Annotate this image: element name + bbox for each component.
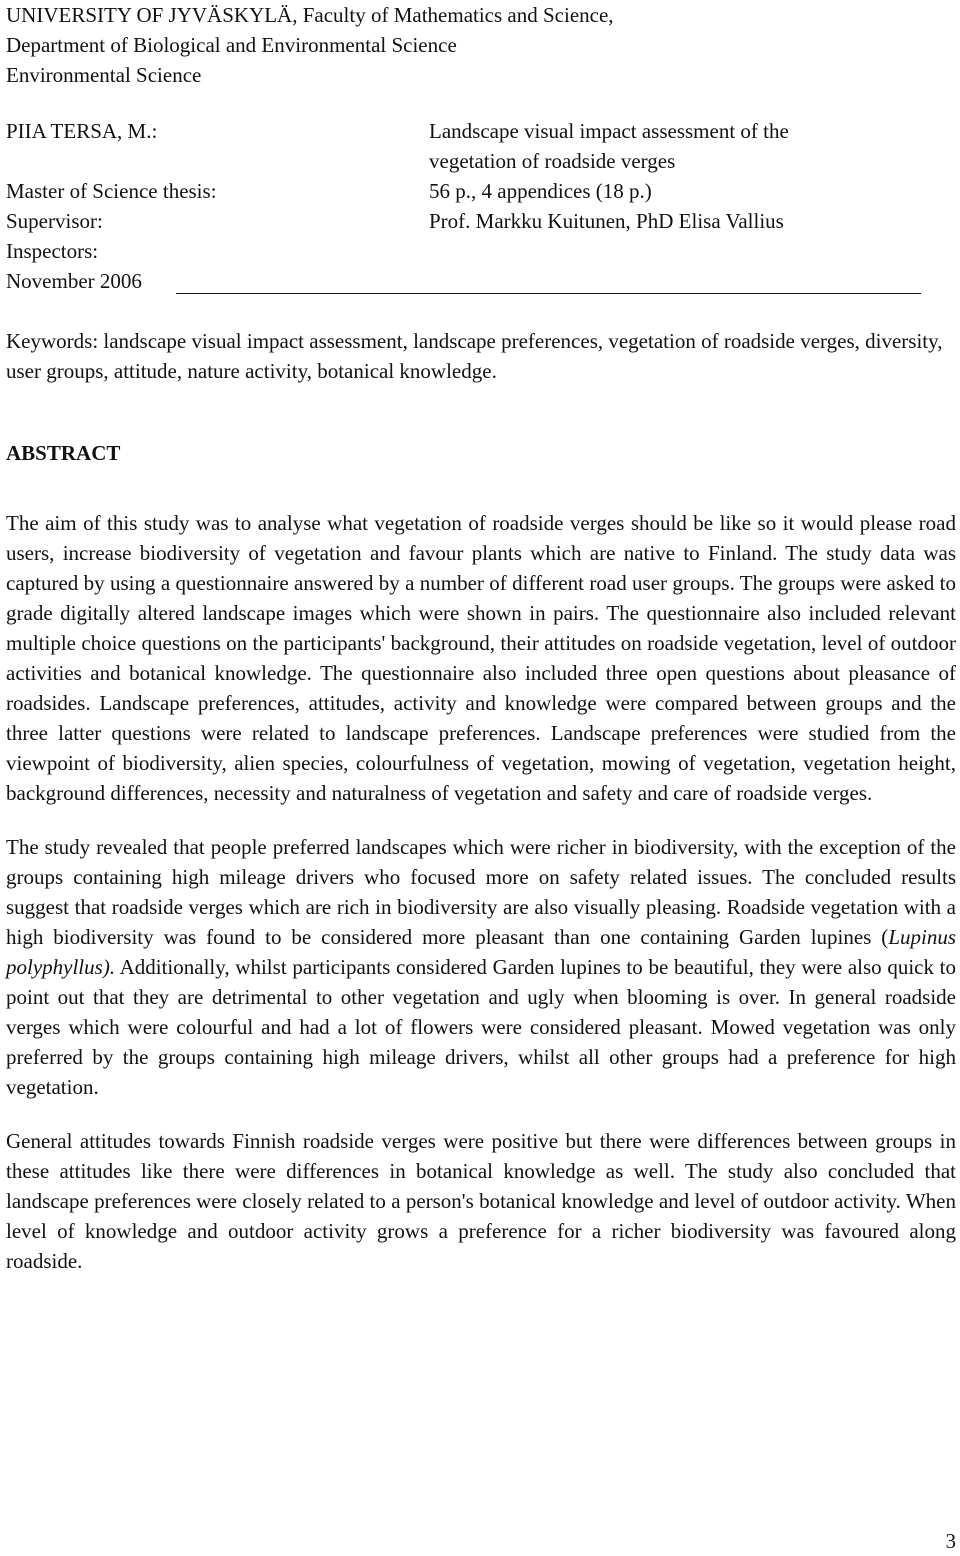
supervisor-label: Supervisor: — [6, 209, 103, 233]
thesis-title-line1: Landscape visual impact assessment of the — [429, 119, 789, 143]
supervisor-names: Prof. Markku Kuitunen, PhD Elisa Vallius — [429, 209, 784, 233]
thesis-date: November 2006 — [6, 269, 142, 293]
field-line: Environmental Science — [6, 63, 202, 87]
inspectors-label: Inspectors: — [6, 239, 99, 263]
keywords: Keywords: landscape visual impact assessment, landscape preferences, vegetation of roadside verges, diversity, user groups, attitude, nature activity, botanical knowledge. — [6, 329, 943, 383]
thesis-type-label: Master of Science thesis: — [6, 179, 217, 203]
abstract-body — [6, 508, 956, 1300]
abstract-paragraph-1: The aim of this study was to analyse what vegetation of roadside verges should be like so it would please road users, increase biodiversity of vegetation and favour plants which are native to Finland. The study data was captured by using a questionnaire answered by a number of different road user groups. The groups were asked to grade digitally altered landscape images which were shown in pairs. The questionnaire also included relevant multiple choice questions on the participants' background, their attitudes on roadside vegetation, level of outdoor activities and botanical knowledge. The questionnaire also included three open questions about pleasance of roadsides. Landscape preferences, attitudes, activity and knowledge were compared between groups and the three latter questions were related to landscape preferences. Landscape preferences were studied from the viewpoint of biodiversity, alien species, colourfulness of vegetation, mowing of vegetation, vegetation height, background differences, necessity and naturalness of vegetation and safety and care of roadside verges. — [6, 511, 956, 805]
department-line: Department of Biological and Environmental Science — [6, 33, 457, 57]
university-line: UNIVERSITY OF JYVÄSKYLÄ, Faculty of Mathematics and Science, — [6, 3, 614, 27]
abstract-paragraph-2 — [6, 832, 956, 1102]
abstract-paragraph-2-end: Additionally, whilst participants considered Garden lupines to be beautiful, they were also quick to point out that they are detrimental to other vegetation and ugly when blooming is over. In general roadside verges which were colourful and had a lot of flowers were considered pleasant. Mowed vegetation was only preferred by the groups containing high mileage drivers, whilst all other groups had a preference for high vegetation. — [6, 955, 956, 1099]
institution-header — [6, 0, 956, 90]
abstract-paragraph-2-start: The study revealed that people preferred landscapes which were richer in biodiversity, with the exception of the groups containing high mileage drivers who focused more on safety related issues. The concluded results suggest that roadside verges which are rich in biodiversity are also visually pleasing. Roadside vegetation with a high biodiversity was found to be considered more pleasant than one containing Garden lupines ( — [6, 835, 956, 949]
abstract-heading: ABSTRACT — [6, 441, 121, 465]
species-name: Lupinus polyphyllus). — [6, 925, 956, 979]
author-label: PIIA TERSA, M.: — [6, 119, 158, 143]
document-page — [6, 0, 956, 1553]
page-count: 56 p., 4 appendices (18 p.) — [429, 179, 652, 203]
thesis-title-line2: vegetation of roadside verges — [429, 149, 676, 173]
header-rule — [176, 293, 921, 294]
page-number: 3 — [945, 1529, 956, 1553]
abstract-paragraph-3: General attitudes towards Finnish roadside verges were positive but there were differences between groups in these attitudes like there were differences in botanical knowledge as well. The study also concluded that landscape preferences were closely related to a person's botanical knowledge and level of outdoor activity. When level of knowledge and outdoor activity grows a preference for a richer biodiversity was favoured along roadside. — [6, 1129, 956, 1273]
